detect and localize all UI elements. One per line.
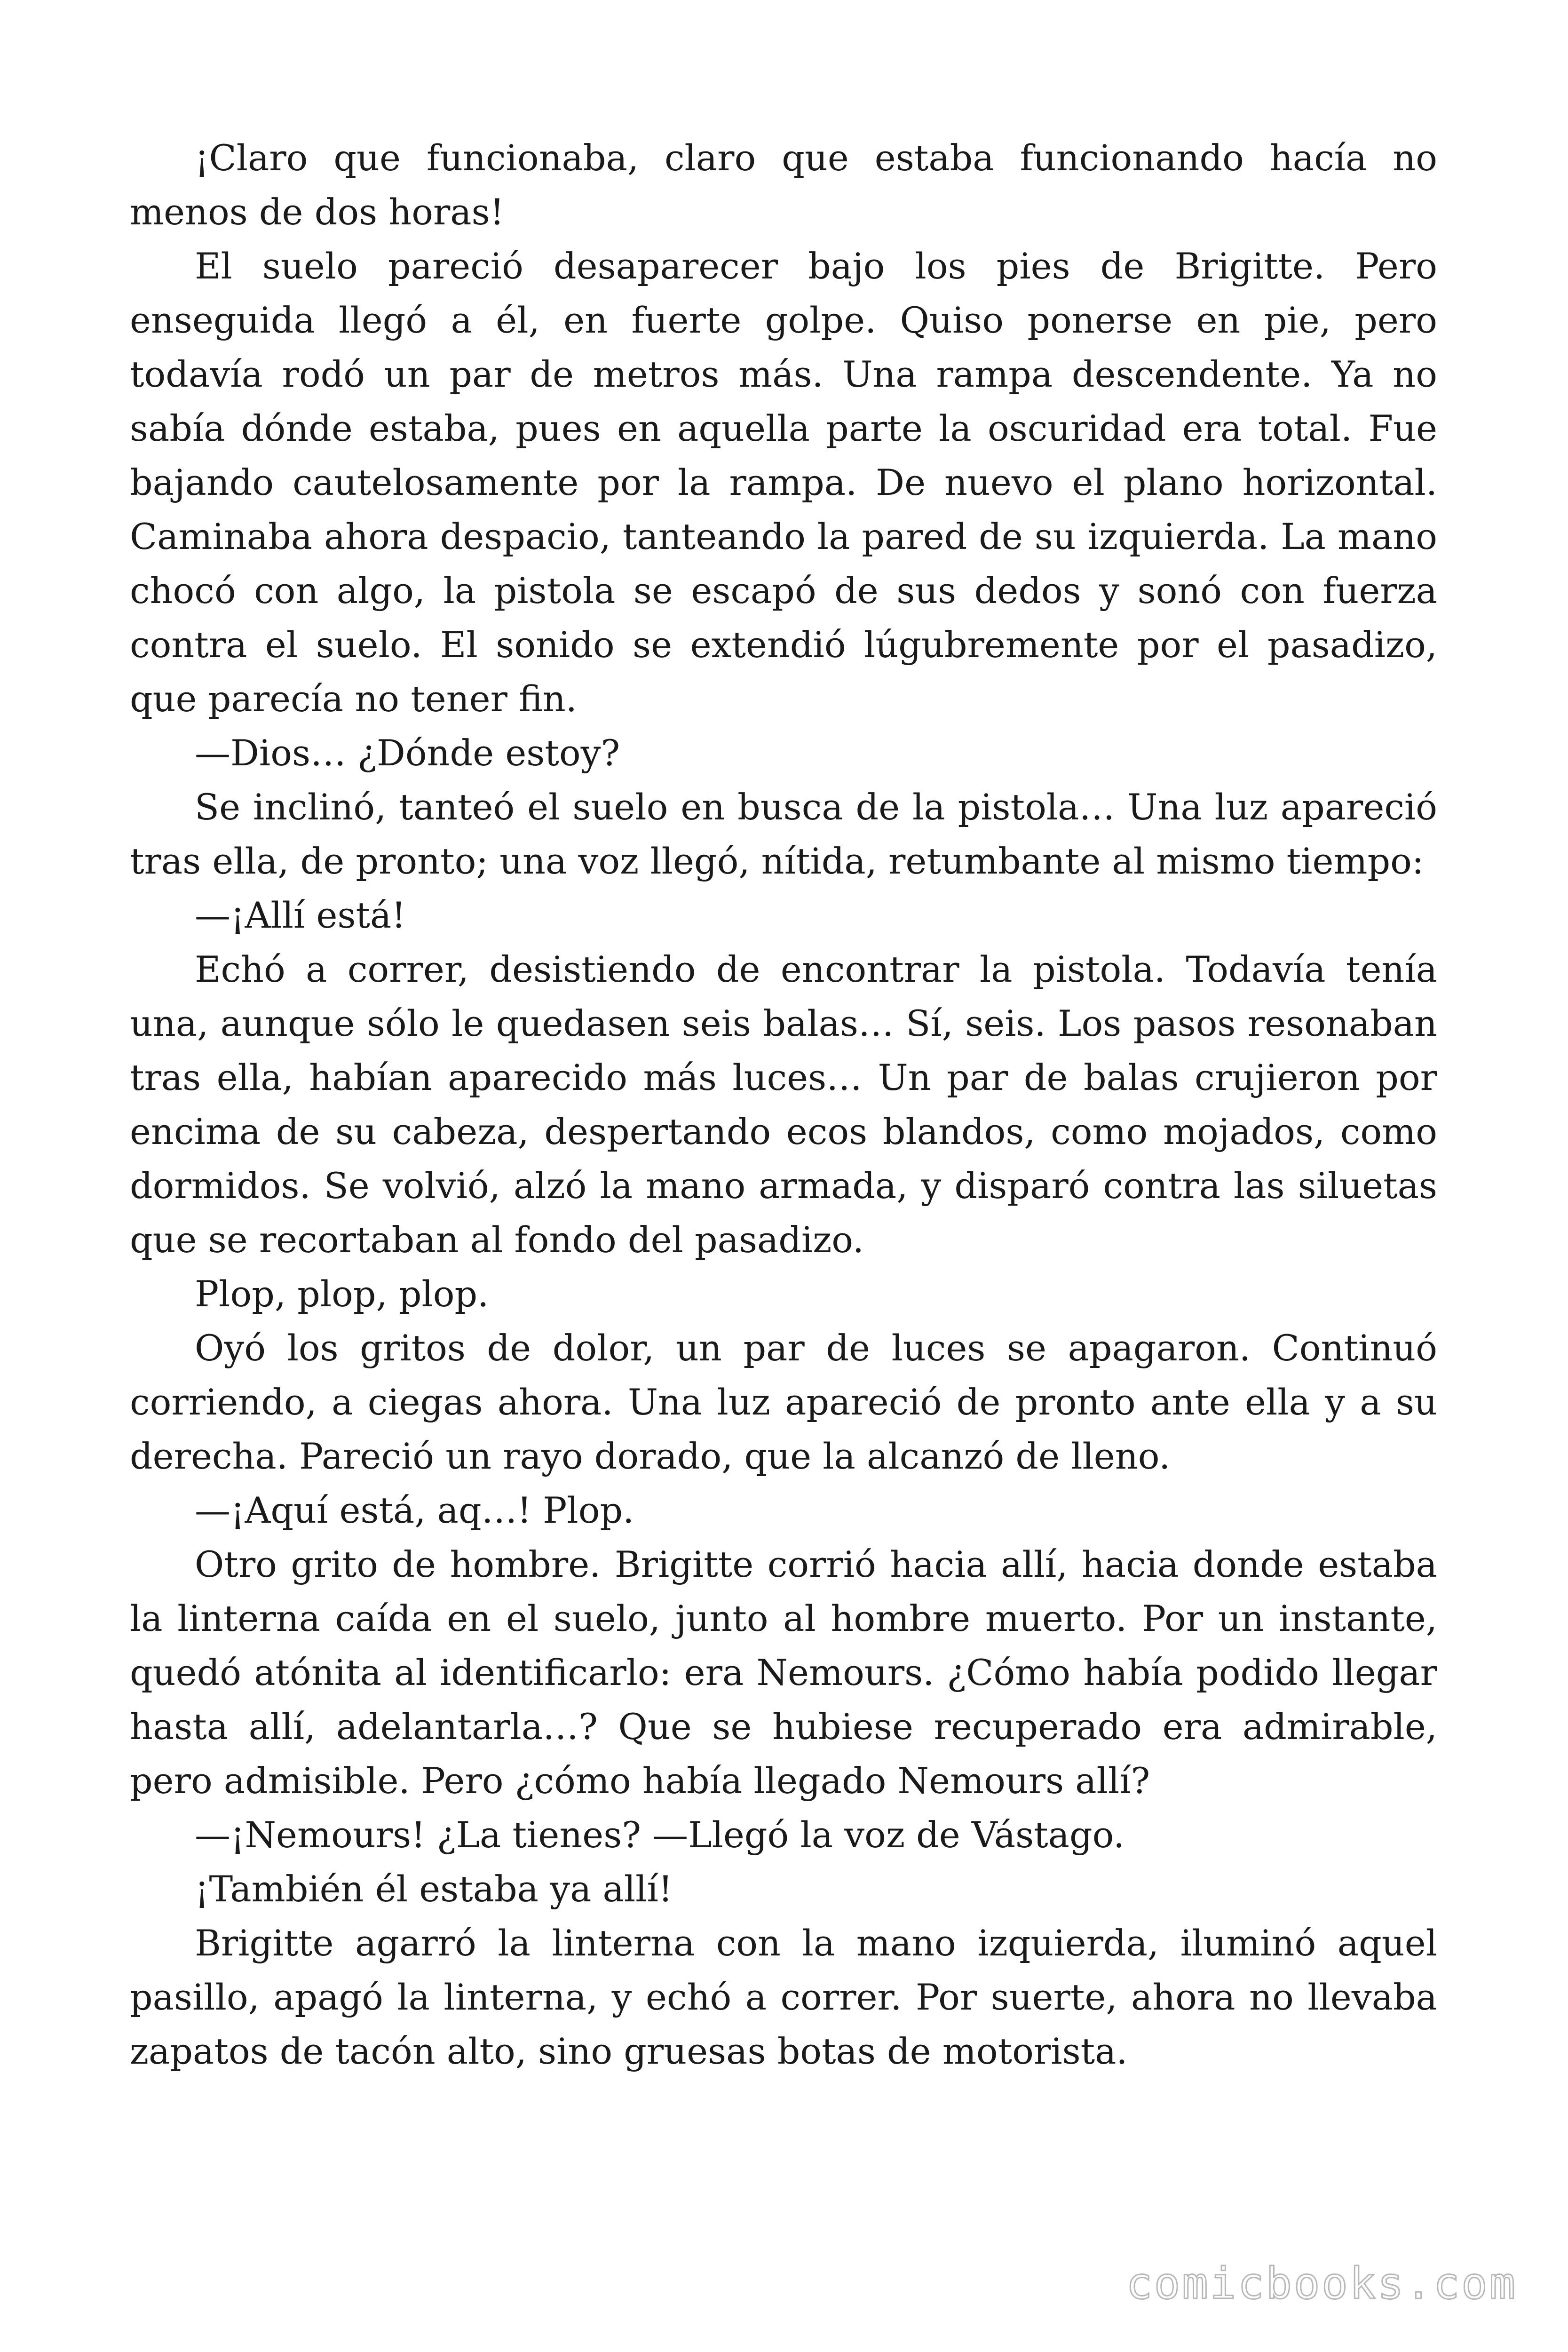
paragraph: El suelo pareció desaparecer bajo los pies de Brigitte. Pero enseguida llegó a él, en fuerte golpe. Quiso ponerse en pie, pero todavía rodó un par de metros más. Una rampa descendente. Ya no sabía dónde estaba, pues en aquella parte la oscuridad era total. Fue bajando cautelosamente por la rampa. De nuevo el plano horizontal. Caminaba ahora despacio, tanteando la pared de su izquierda. La mano chocó con algo, la pistola se escapó de sus dedos y sonó con fuerza contra el suelo. El sonido se extendió lúgubremente por el pasadizo, que parecía no tener fin. — [130, 245, 1437, 720]
paragraph: ¡Claro que funcionaba, claro que estaba funcionando hacía no menos de dos horas! — [130, 137, 1437, 233]
paragraph: Otro grito de hombre. Brigitte corrió hacia allí, hacia donde estaba la linterna caída en el suelo, junto al hombre muerto. Por un instante, quedó atónita al identificarlo: era Nemours. ¿Cómo había podido llegar hasta allí, adelantarla…? Que se hubiese recuperado era admirable, pero admisible. Pero ¿cómo había llegado Nemours allí? — [130, 1543, 1437, 1802]
paragraph: Se inclinó, tanteó el suelo en busca de la pistola… Una luz apareció tras ella, de pronto; una voz llegó, nítida, retumbante al mismo tiempo: — [130, 786, 1437, 882]
paragraph: Brigitte agarró la linterna con la mano izquierda, iluminó aquel pasillo, apagó la linterna, y echó a correr. Por suerte, ahora no llevaba zapatos de tacón alto, sino gruesas botas de motorista. — [130, 1922, 1437, 2072]
paragraph: ¡También él estaba ya allí! — [195, 1868, 673, 1910]
watermark: comicbooks.com — [1126, 2258, 1517, 2309]
paragraph: Echó a correr, desistiendo de encontrar la pistola. Todavía tenía una, aunque sólo le quedasen seis balas… Sí, seis. Los pasos resonaban tras ella, habían aparecido más luces… Un par de balas crujieron por encima de su cabeza, despertando ecos blandos, como mojados, como dormidos. Se volvió, alzó la mano armada, y disparó contra las siluetas que se recortaban al fondo del pasadizo. — [130, 948, 1437, 1261]
paragraph: —¡Aquí está, aq…! Plop. — [195, 1489, 634, 1531]
paragraph: —¡Allí está! — [195, 894, 406, 936]
paragraph: Plop, plop, plop. — [195, 1273, 489, 1315]
paragraph: Oyó los gritos de dolor, un par de luces se apagaron. Continuó corriendo, a ciegas ahora. Una luz apareció de pronto ante ella y a su derecha. Pareció un rayo dorado, que la alcanzó de lleno. — [130, 1327, 1437, 1477]
paragraph: —Dios… ¿Dónde estoy? — [195, 732, 620, 774]
body-text — [130, 131, 1437, 2078]
paragraph: —¡Nemours! ¿La tienes? —Llegó la voz de Vástago. — [195, 1814, 1125, 1856]
